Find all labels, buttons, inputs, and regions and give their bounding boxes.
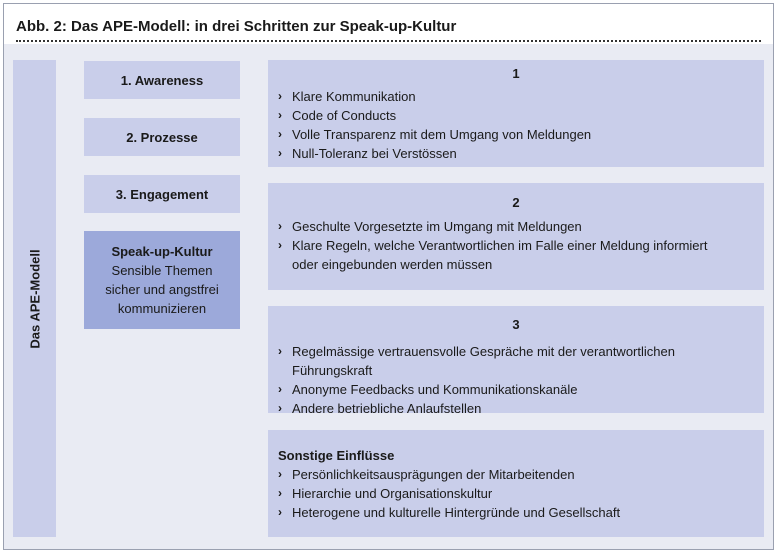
panel-sonstige: [268, 430, 764, 537]
list-item-continuation: [278, 255, 754, 274]
chevron-right-icon: ›: [278, 146, 282, 160]
chevron-right-icon: ›: [278, 89, 282, 103]
list-item: [278, 236, 754, 255]
chevron-right-icon: ›: [278, 382, 282, 396]
panel-title: Sonstige Einflüsse: [278, 448, 395, 463]
list-item: [278, 87, 754, 106]
panel-number: 2: [512, 195, 520, 210]
list-item: [278, 484, 754, 503]
list-item: [278, 503, 754, 522]
chevron-right-icon: ›: [278, 467, 282, 481]
list-item-text: Klare Regeln, welche Verantwortlichen im Falle einer Meldung informiert: [292, 238, 708, 253]
chevron-right-icon: ›: [278, 127, 282, 141]
list-item-text: Regelmässige vertrauensvolle Gespräche mit der verantwortlichen Führungskraft: [292, 344, 675, 378]
side-label-box: [13, 60, 56, 537]
list-item-text: Anonyme Feedbacks und Kommunikationskanäle: [292, 382, 578, 397]
title-divider: [16, 40, 761, 42]
speakup-line: Sensible Themen: [111, 263, 213, 278]
list-item-text: Klare Kommunikation: [292, 89, 416, 104]
chevron-right-icon: ›: [278, 486, 282, 500]
panel-number: 1: [512, 66, 520, 81]
panel-number: 3: [512, 317, 520, 332]
list-item: [278, 217, 754, 236]
list-item-text: Persönlichkeitsausprägungen der Mitarbeitenden: [292, 467, 575, 482]
list-item-text: oder eingebunden werden müssen: [292, 257, 493, 272]
list-item-text: Volle Transparenz mit dem Umgang von Meldungen: [292, 127, 592, 142]
panel-list: [278, 87, 754, 163]
list-item: [278, 144, 754, 163]
list-item: [278, 399, 754, 418]
list-item-text: Hierarchie und Organisationskultur: [292, 486, 493, 501]
list-item-text: Andere betriebliche Anlaufstellen: [292, 401, 482, 416]
panel-step-2: [268, 183, 764, 290]
list-item: [278, 125, 754, 144]
list-item-text: Code of Conducts: [292, 108, 397, 123]
list-item: [278, 465, 754, 484]
list-item-text: Geschulte Vorgesetzte im Umgang mit Meldungen: [292, 219, 582, 234]
title-bar: [4, 4, 773, 44]
speakup-line: sicher und angstfrei: [105, 282, 219, 297]
chevron-right-icon: ›: [278, 401, 282, 415]
list-item-text: Heterogene und kulturelle Hintergründe und Gesellschaft: [292, 505, 621, 520]
chevron-right-icon: ›: [278, 108, 282, 122]
step-awareness: 1. Awareness: [84, 61, 240, 99]
panel-step-3: [268, 306, 764, 416]
list-item: [278, 342, 754, 380]
list-item: [278, 106, 754, 125]
speakup-title: Speak-up-Kultur: [111, 244, 213, 259]
chevron-right-icon: ›: [278, 219, 282, 233]
speakup-line: kommunizieren: [117, 301, 207, 316]
speakup-box: [84, 231, 240, 329]
chevron-right-icon: ›: [278, 505, 282, 519]
chevron-right-icon: ›: [278, 238, 282, 252]
side-label: Das APE-Modell: [27, 248, 42, 349]
panel-step-1: [268, 60, 764, 167]
panel-list: [278, 217, 754, 274]
step-engagement: 3. Engagement: [84, 175, 240, 213]
step-prozesse: 2. Prozesse: [84, 118, 240, 156]
list-item: [278, 380, 754, 399]
panel-list: [278, 342, 754, 418]
list-item-text: Null-Toleranz bei Verstössen: [292, 146, 457, 161]
chevron-right-icon: ›: [278, 344, 282, 358]
figure-title: Abb. 2: Das APE-Modell: in drei Schritten zur Speak-up-Kultur: [16, 18, 457, 35]
panel-list: [278, 465, 754, 522]
